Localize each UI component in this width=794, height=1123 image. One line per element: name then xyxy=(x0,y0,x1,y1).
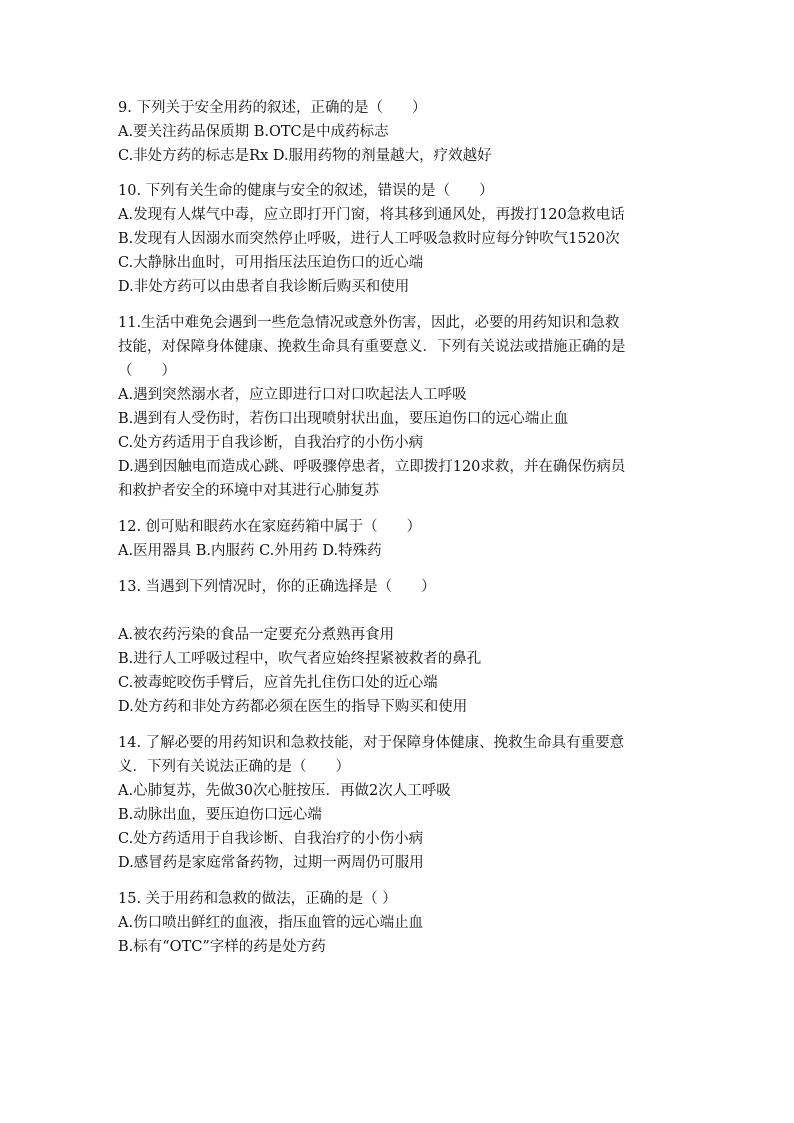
option-line: B.发现有人因溺水而突然停止呼吸，进行人工呼吸急救时应每分钟吹气1520次 xyxy=(118,231,620,247)
option-line: B.遇到有人受伤时，若伤口出现喷射状出血，要压迫伤口的远心端止血 xyxy=(118,411,569,427)
option-line: A.心肺复苏，先做30次心脏按压．再做2次人工呼吸 xyxy=(118,783,451,799)
question-10 xyxy=(118,179,678,299)
option-line: A.发现有人煤气中毒，应立即打开门窗，将其移到通风处，再拨打120急救电话 xyxy=(118,207,625,223)
question-9 xyxy=(118,96,678,168)
question-stem: 10. 下列有关生命的健康与安全的叙述，错误的是（ ） xyxy=(118,183,494,199)
option-line: B.进行人工呼吸过程中，吹气者应始终捏紧被救者的鼻孔 xyxy=(118,651,482,667)
question-stem: 14. 了解必要的用药知识和急救技能，对于保障身体健康、挽救生命具有重要意 xyxy=(118,735,625,751)
option-line: A.医用器具 B.内服药 C.外用药 D.特殊药 xyxy=(118,543,382,559)
question-stem: 义．下列有关说法正确的是（ ） xyxy=(118,759,350,775)
question-stem: 15. 关于用药和急救的做法，正确的是（ ） xyxy=(118,891,397,907)
option-line: D.遇到因触电而造成心跳、呼吸骤停患者，立即拨打120求救，并在确保伤病员 xyxy=(118,459,626,475)
question-stem: 13. 当遇到下列情况时，你的正确选择是（ ） xyxy=(118,579,436,595)
option-line: C.非处方药的标志是Rx D.服用药物的剂量越大，疗效越好 xyxy=(118,148,492,164)
option-line: C.被毒蛇咬伤手臂后，应首先扎住伤口处的近心端 xyxy=(118,675,438,691)
option-line: D.非处方药可以由患者自我诊断后购买和使用 xyxy=(118,279,410,295)
option-line: A.要关注药品保质期 B.OTC是中成药标志 xyxy=(118,124,389,140)
option-line: D.感冒药是家庭常备药物，过期一两周仍可服用 xyxy=(118,855,424,871)
option-line: B.动脉出血，要压迫伤口远心端 xyxy=(118,807,322,823)
question-11 xyxy=(118,311,678,503)
question-stem: 9. 下列关于安全用药的叙述，正确的是（ ） xyxy=(118,100,427,116)
option-line: C.处方药适用于自我诊断、自我治疗的小伤小病 xyxy=(118,831,424,847)
option-line: C.大静脉出血时，可用指压法压迫伤口的近心端 xyxy=(118,255,424,271)
option-line: A.被农药污染的食品一定要充分煮熟再食用 xyxy=(118,627,395,643)
question-stem: 12. 创可贴和眼药水在家庭药箱中属于（ ） xyxy=(118,519,422,535)
blank-line xyxy=(118,599,678,623)
option-line: B.标有“OTC”字样的药是处方药 xyxy=(118,939,326,955)
question-stem: （ ） xyxy=(118,363,176,379)
question-14 xyxy=(118,731,678,875)
question-15 xyxy=(118,887,678,959)
question-stem: 11.生活中难免会遇到一些危急情况或意外伤害，因此，必要的用药知识和急救 xyxy=(118,315,620,331)
document-page xyxy=(118,96,678,959)
option-line: A.遇到突然溺水者，应立即进行口对口吹起法人工呼吸 xyxy=(118,387,467,403)
option-line: C.处方药适用于自我诊断，自我治疗的小伤小病 xyxy=(118,435,424,451)
question-stem: 技能，对保障身体健康、挽救生命具有重要意义．下列有关说法或措施正确的是 xyxy=(118,339,626,355)
question-12 xyxy=(118,515,678,563)
option-line: A.伤口喷出鲜红的血液，指压血管的远心端止血 xyxy=(118,915,424,931)
option-line: 和救护者安全的环境中对其进行心肺复苏 xyxy=(118,483,379,499)
question-13 xyxy=(118,575,678,719)
option-line: D.处方药和非处方药都必须在医生的指导下购买和使用 xyxy=(118,699,468,715)
